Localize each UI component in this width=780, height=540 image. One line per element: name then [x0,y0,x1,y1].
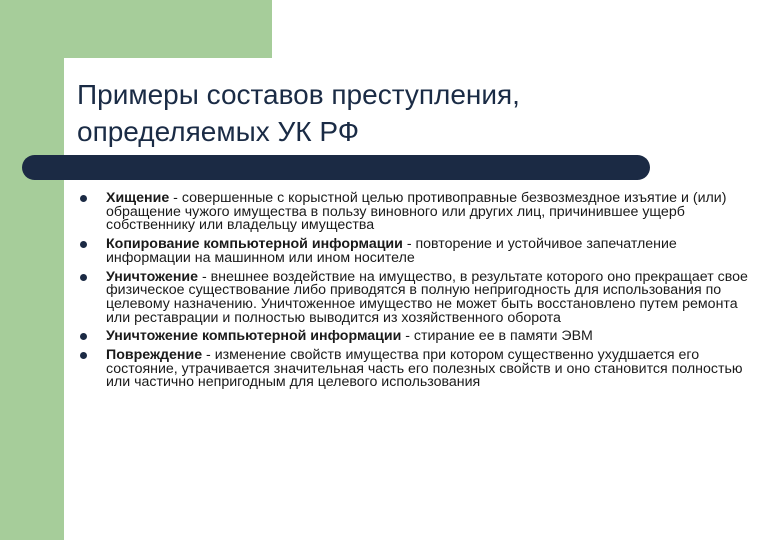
list-item [78,192,758,233]
bullet-dot-icon [80,195,87,202]
bullet-dot-icon [80,333,87,340]
slide-title-line-2: определяемых УК РФ [77,116,359,147]
item-term: Уничтожение [106,268,198,285]
item-term: Хищение [106,190,170,206]
item-definition: - внешнее воздействие на имущество, в результате которого оно прекращает свое физическое существование либо приводятся в полную непригодность для использования по целевому назначению. Уничтоженное имущество не может быть восстановлено путем ремонта или реставрации и полностью выводится из хозяйственного оборота [106,268,748,326]
list-item [78,238,758,265]
slide-title [77,76,717,150]
list-item [78,349,758,390]
list-item [78,268,758,326]
item-term: Копирование компьютерной информации [106,236,403,253]
title-divider-bar [22,155,650,180]
item-definition: - стирание ее в памяти ЭВМ [401,328,593,345]
slide-title-line-1: Примеры составов преступления, [77,79,520,110]
bullet-dot-icon [80,241,87,248]
item-definition: - повторение и устойчивое запечатление информации на машинном или ином носителе [106,236,677,266]
list-item [78,330,758,344]
item-definition: - совершенные с корыстной целью противоправные безвозмездное изъятие и (или) обращение чужого имущества в пользу виновного или других лиц, причинившее ущерб собственнику или владельцу имущества [106,190,727,234]
decorative-green-sidebar [0,0,64,540]
item-definition: - изменение свойств имущества при котором существенно ухудшается его состояние, утрачивается значительная часть его полезных свойств и оно становится полностью или частично непригодным для целевого использования [106,347,743,391]
item-term: Уничтожение компьютерной информации [106,328,402,345]
bullet-dot-icon [80,352,87,359]
definition-list [78,192,758,395]
item-term: Повреждение [106,347,203,364]
bullet-dot-icon [80,274,87,281]
